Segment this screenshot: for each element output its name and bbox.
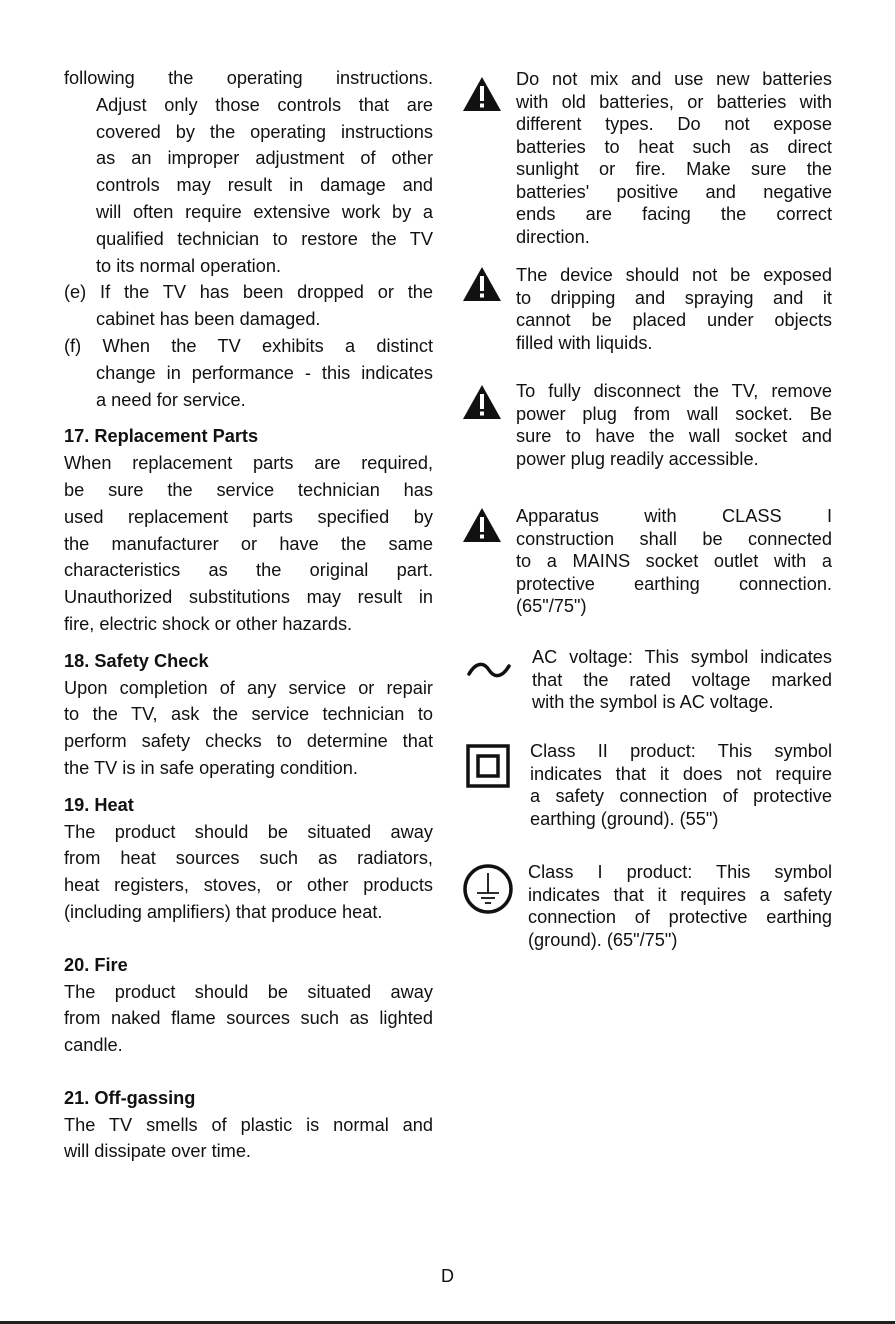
text-line: Class II product: This symbol <box>530 741 832 761</box>
item-e-line: (e) If the TV has been dropped or the <box>64 282 433 303</box>
text-line: be sure the service technician has <box>64 479 433 500</box>
text-line: that the rated voltage marked <box>532 669 832 690</box>
text-line: qualified technician to restore the TV <box>96 228 433 249</box>
text-line: from naked flame sources such as lighted <box>64 1008 433 1029</box>
text-line: will often require extensive work by a <box>96 201 433 222</box>
text-line: power plug readily accessible. <box>516 448 759 469</box>
text-line: to dripping and spraying and it <box>516 287 832 308</box>
text-line: heat registers, stoves, or other products <box>64 875 433 896</box>
instructions-indent <box>64 92 433 280</box>
text-line: filled with liquids. <box>516 332 653 353</box>
text-line: batteries to heat such as direct <box>516 136 832 157</box>
text-line: The product should be situated away <box>64 981 433 1002</box>
text-line: The device should not be exposed <box>516 265 832 285</box>
text-line: different types. Do not expose <box>516 114 832 134</box>
text-line: with the symbol is AC voltage. <box>532 692 774 712</box>
text-line: the manufacturer or have the same <box>64 533 433 554</box>
warning-triangle-icon <box>462 384 502 420</box>
text-line: Unauthorized substitutions may result in <box>64 587 433 608</box>
text-line: characteristics as the original part. <box>64 560 433 581</box>
section-18-title: 18. Safety Check <box>64 650 209 671</box>
left-column <box>64 65 433 1165</box>
text-line: perform safety checks to determine that <box>64 731 433 752</box>
text-line: Adjust only those controls that are <box>96 94 433 115</box>
warning-triangle-icon <box>462 266 502 302</box>
text-line: as an improper adjustment of other <box>96 148 433 169</box>
text-line: will dissipate over time. <box>64 1141 251 1162</box>
text-line: The TV smells of plastic is normal and <box>64 1114 433 1135</box>
text-line: sure to have the wall socket and <box>516 426 832 446</box>
text-line: construction shall be connected <box>516 528 832 549</box>
item-e-line: cabinet has been damaged. <box>96 309 321 330</box>
text-line: (including amplifiers) that produce heat. <box>64 901 383 922</box>
text-line: to its normal operation. <box>96 255 282 276</box>
text-line: earthing (ground). (55") <box>530 808 719 829</box>
section-21-title: 21. Off-gassing <box>64 1087 196 1108</box>
text-line: cannot be placed under objects <box>516 310 832 330</box>
text-line: Upon completion of any service or repair <box>64 677 433 698</box>
text-line: (ground). (65"/75") <box>528 929 678 950</box>
text-line: power plug from wall socket. Be <box>516 403 832 424</box>
text-line: direction. <box>516 226 590 247</box>
class-i-earth-icon <box>462 863 514 915</box>
text-line: controls may result in damage and <box>96 175 433 196</box>
section-19-title: 19. Heat <box>64 794 134 815</box>
text-line: indicates that it requires a safety <box>528 884 832 905</box>
text-line: candle. <box>64 1035 123 1056</box>
item-f-line: change in performance - this indicates <box>96 362 433 383</box>
item-f-line: (f) When the TV exhibits a distinct <box>64 335 433 356</box>
ac-voltage-icon <box>466 660 512 680</box>
text-line: covered by the operating instructions <box>96 121 433 142</box>
text-line: to the TV, ask the service technician to <box>64 704 433 725</box>
text-line: connection of protective earthing <box>528 907 832 927</box>
text-line: from heat sources such as radiators, <box>64 848 433 869</box>
text-line: protective earthing connection. <box>516 573 832 594</box>
text-line: When replacement parts are required, <box>64 453 433 474</box>
text-line: (65"/75") <box>516 596 587 616</box>
text-line: fire, electric shock or other hazards. <box>64 613 353 634</box>
warning-triangle-icon <box>462 76 502 112</box>
text-line: with old batteries, or batteries with <box>516 91 832 112</box>
section-20-title: 20. Fire <box>64 954 128 975</box>
text-line: Apparatus with CLASS I <box>516 506 832 526</box>
text-line: AC voltage: This symbol indicates <box>532 647 832 667</box>
text-line: the TV is in safe operating condition. <box>64 757 358 778</box>
class-ii-icon <box>466 744 510 788</box>
section-17-title: 17. Replacement Parts <box>64 426 259 447</box>
text-line: a safety connection of protective <box>530 786 832 806</box>
text-line: indicates that it does not require <box>530 763 832 784</box>
text-line: to a MAINS socket outlet with a <box>516 551 832 571</box>
intro-line: following the operating instructions. <box>64 68 433 88</box>
page-number: D <box>441 1266 454 1286</box>
text-line: Do not mix and use new batteries <box>516 69 832 89</box>
text-line: sunlight or fire. Make sure the <box>516 159 832 179</box>
text-line: To fully disconnect the TV, remove <box>516 381 832 401</box>
text-line: used replacement parts specified by <box>64 506 433 527</box>
text-line: Class I product: This symbol <box>528 862 832 882</box>
warning-triangle-icon <box>462 507 502 543</box>
text-line: ends are facing the correct <box>516 204 832 224</box>
item-f-line: a need for service. <box>96 389 246 410</box>
text-line: The product should be situated away <box>64 821 433 842</box>
text-line: batteries' positive and negative <box>516 181 832 202</box>
